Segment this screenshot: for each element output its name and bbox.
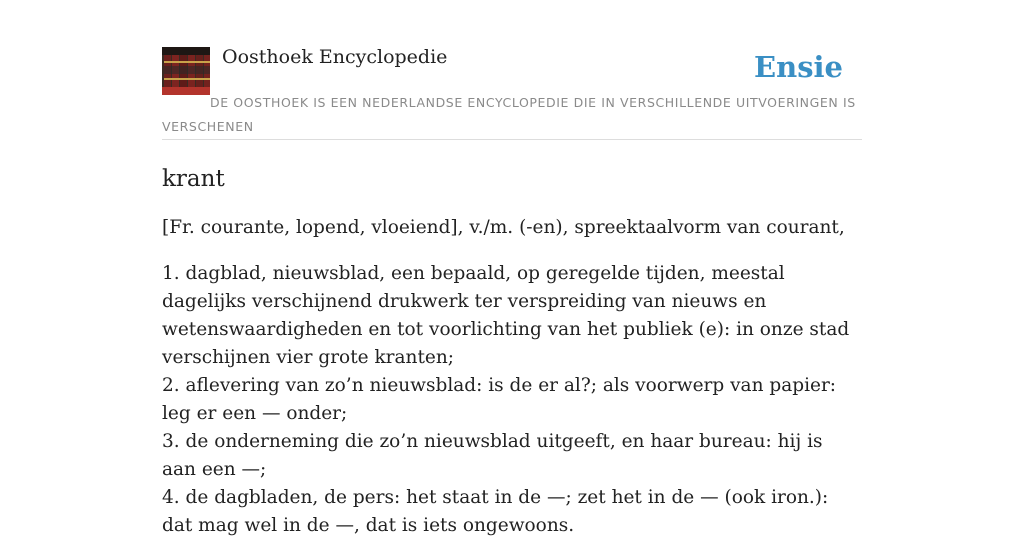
ensie-logo-link[interactable]: Ensie (754, 50, 843, 84)
definition-item: 3. de onderneming die zo’n nieuwsblad uitgeeft, en haar bureau: hij is aan een —; (162, 431, 823, 480)
entry-card (162, 44, 862, 540)
definition-item: 4. de dagbladen, de pers: het staat in de —; zet het in de — (ook iron.): dat mag wel in de —, dat is iets ongewoons. (162, 487, 829, 536)
source-title[interactable]: Oosthoek Encyclopedie (222, 46, 448, 68)
source-description: DE OOSTHOEK IS EEN NEDERLANDSE ENCYCLOPEDIE DIE IN VERSCHILLENDE UITVOERINGEN IS VERSCHENEN (162, 95, 856, 134)
definition-item: 2. aflevering van zo’n nieuwsblad: is de er al?; als voorwerp van papier: leg er een — onder; (162, 375, 837, 424)
source-header (162, 44, 862, 140)
etymology: [Fr. courante, lopend, vloeiend], v./m. (-en), spreektaalvorm van courant, (162, 217, 845, 238)
headword: krant (162, 166, 225, 192)
definition-item: 1. dagblad, nieuwsblad, een bepaald, op geregelde tijden, meestal dagelijks verschijnend drukwerk ter verspreiding van nieuws en wetenswaardigheden en tot voorlichting van het publiek (e): in onze stad verschijnen vier grote kranten; (162, 263, 850, 368)
encyclopedia-books-icon (162, 47, 210, 95)
definitions-list (162, 260, 862, 540)
